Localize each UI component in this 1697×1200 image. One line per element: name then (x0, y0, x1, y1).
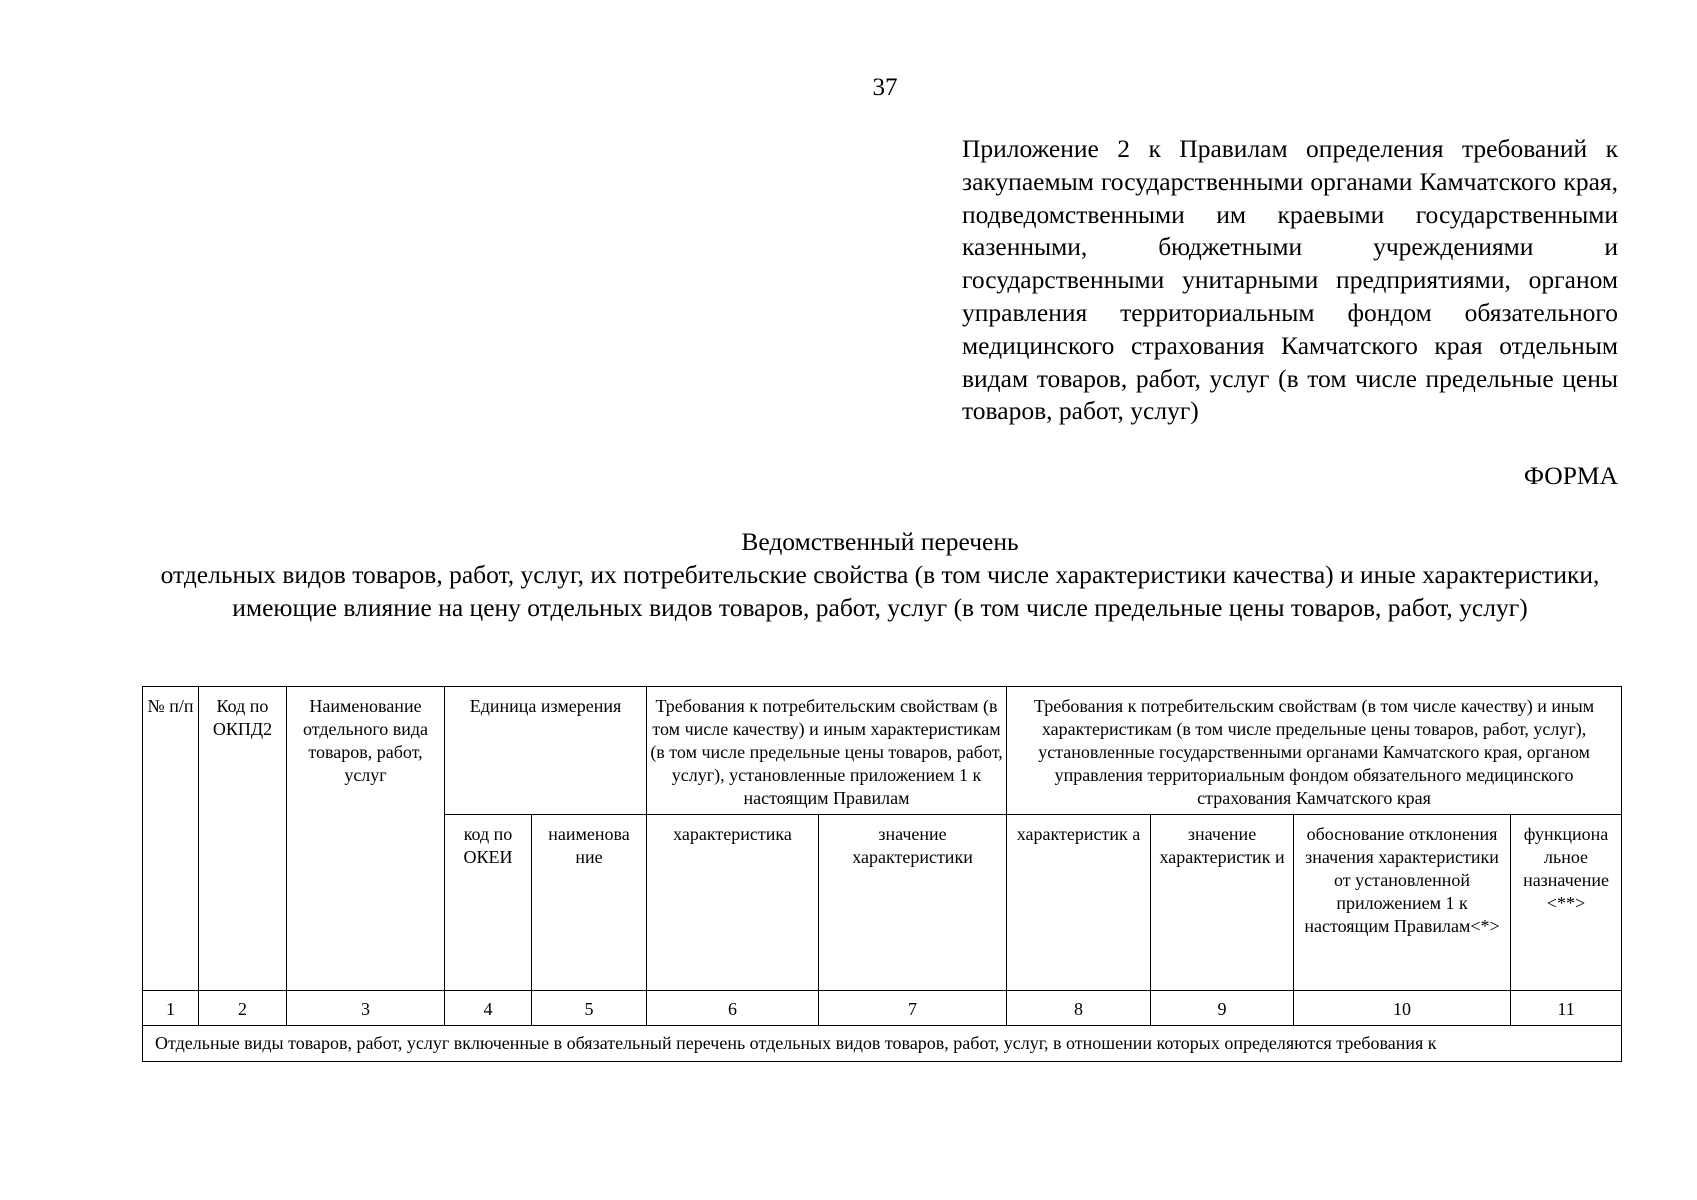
header-justification: обоснование отклонения значения характеристики от установленной приложением 1 к настоящим Правилам<*> (1294, 815, 1511, 991)
column-number: 10 (1294, 991, 1511, 1026)
header-function: функциона льное назначение <**> (1511, 815, 1622, 991)
form-table (142, 686, 1622, 1062)
form-label: ФОРМА (1523, 461, 1618, 490)
column-number: 7 (819, 991, 1007, 1026)
header-req-appendix: Требования к потребительским свойствам (в том числе качеству) и иным характеристикам (в том числе предельные цены товаров, работ, услуг), установленные приложением 1 к настоящим Правилам (647, 687, 1007, 815)
column-number: 1 (143, 991, 199, 1026)
document-title (140, 526, 1620, 624)
header-char: характеристика (647, 815, 819, 991)
column-number: 3 (287, 991, 445, 1026)
column-number: 11 (1511, 991, 1622, 1026)
column-number: 8 (1007, 991, 1151, 1026)
page-number: 37 (872, 74, 898, 101)
header-name: Наименование отдельного вида товаров, работ, услуг (287, 687, 445, 991)
header-unit: Единица измерения (445, 687, 647, 815)
title-line-2: отдельных видов товаров, работ, услуг, их потребительские свойства (в том числе характеристики качества) и иные характеристики, имеющие влияние на цену отдельных видов товаров, работ, услуг (в том числе предельные цены товаров, работ, услуг) (160, 559, 1600, 622)
header-okpd: Код по ОКПД2 (199, 687, 287, 991)
header-req-state: Требования к потребительским свойствам (в том числе качеству) и иным характеристикам (в том числе предельные цены товаров, работ, услуг), установленные государственными органами Камчатского края, органом управления территориальным фондом обязательного медицинского страхования Камчатского края (1007, 687, 1622, 815)
column-number: 5 (532, 991, 647, 1026)
section-row-text: Отдельные виды товаров, работ, услуг включенные в обязательный перечень отдельных видов товаров, работ, услуг, в отношении которых определяются требования к (143, 1026, 1622, 1062)
header-char-2: характеристик а (1007, 815, 1151, 991)
column-numbers-row (143, 991, 1622, 1026)
column-number: 2 (199, 991, 287, 1026)
header-num: № п/п (143, 687, 199, 991)
column-number: 6 (647, 991, 819, 1026)
header-char-value-2: значение характеристик и (1151, 815, 1294, 991)
header-unit-name: наименова ние (532, 815, 647, 991)
header-char-value: значение характеристики (819, 815, 1007, 991)
column-number: 4 (445, 991, 532, 1026)
title-line-1: Ведомственный перечень (741, 527, 1019, 556)
section-row (143, 1026, 1622, 1062)
column-number: 9 (1151, 991, 1294, 1026)
header-okei: код по ОКЕИ (445, 815, 532, 991)
appendix-text: Приложение 2 к Правилам определения требований к закупаемым государственными органами Камчатского края, подведомственными им краевыми государственными казенными, бюджетными учреждениями и государственными унитарными предприятиями, органом управления территориальным фондом обязательного медицинского страхования Камчатского края отдельным видам товаров, работ, услуг (в том числе предельные цены товаров, работ, услуг) (962, 134, 1618, 426)
header-row-1 (143, 687, 1622, 815)
